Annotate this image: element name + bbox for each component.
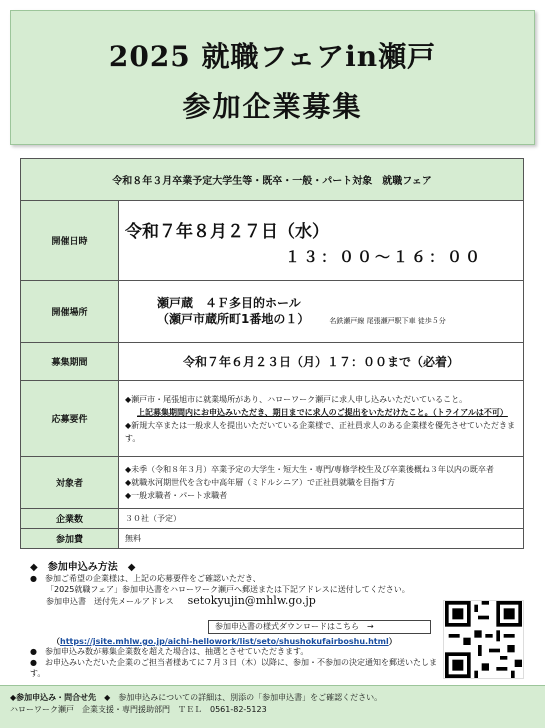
companies-header: 企業数 — [21, 509, 119, 529]
application-bullet-1b: 「2025就職フェア」参加申込書をハローワーク瀬戸へ郵送または下記アドレスに送付してください。 — [46, 585, 410, 594]
requirement-3: ◆新規大卒または一般求人を提出いただいている企業様で、正社員求人のある企業様を優先させていただきます。 — [125, 420, 515, 443]
download-button[interactable]: 参加申込書の様式ダウンロードはこちら → — [208, 620, 431, 634]
venue-header: 開催場所 — [21, 281, 119, 343]
email-label: 参加申込書 送付先メールアドレス — [46, 597, 174, 606]
requirement-1: ◆瀬戸市・尾張旭市に就業場所があり、ハローワーク瀬戸に求人申し込みいただいていること。 — [125, 394, 468, 404]
title-banner — [10, 10, 535, 145]
fee-header: 参加費 — [21, 529, 119, 549]
fee-value: 無料 — [119, 529, 524, 549]
notes — [30, 646, 440, 679]
qr-code-icon — [444, 601, 523, 678]
application-heading: ◆ 参加申込み方法 ◆ — [30, 562, 136, 573]
event-date: 令和７年８月２７日（水） — [125, 221, 329, 242]
period-header: 募集期間 — [21, 343, 119, 381]
target-2: ◆就職氷河期世代を含む中高年層（ミドルシニア）で正社員就職を目指す方 — [125, 478, 395, 487]
qr-code[interactable] — [443, 600, 524, 679]
target-3: ◆一般求職者・パート求職者 — [125, 491, 228, 500]
venue-cell — [119, 281, 524, 343]
contact-footer — [0, 685, 545, 728]
application-bullet-1: ● 参加ご希望の企業様は、上記の応募要件をご確認いただき、 — [30, 574, 261, 583]
venue-access: 名鉄瀬戸線 尾張瀬戸駅下車 徒歩５分 — [329, 316, 446, 325]
date-cell — [119, 201, 524, 281]
companies-value: ３０社（予定） — [119, 509, 524, 529]
contact-title: ◆参加申込み・問合せ先 ◆ — [10, 693, 111, 702]
requirement-2: 上記募集期間内にお申込みいただき、期日までに求人のご提出をいただけたこと。（トライアルは不可） — [137, 407, 508, 417]
venue-name: 瀬戸蔵 ４Ｆ多目的ホール — [157, 295, 301, 310]
period-value: 令和７年６月２３日（月）１７：００まで（必着） — [119, 343, 524, 381]
download-link[interactable]: https://jsite.mhlw.go.jp/aichi-hellowork/list/seto/shushokufairboshu.html — [60, 637, 389, 646]
date-header: 開催日時 — [21, 201, 119, 281]
contact-text: 参加申込みについての詳細は、別添の「参加申込書」をご確認ください。 — [118, 693, 383, 702]
fair-title: 2025 就職フェアin瀬戸 — [108, 40, 437, 73]
email-address[interactable]: setokyujin@mhlw.go.jp — [187, 594, 316, 607]
download-link-line: （https://jsite.mhlw.go.jp/aichi-hellowork/list/seto/shushokufairboshu.html） — [52, 637, 397, 646]
recruitment-title: 参加企業募集 — [182, 90, 363, 123]
fair-subtitle: 令和８年３月卒業予定大学生等・既卒・一般・パート対象 就職フェア — [21, 159, 524, 201]
target-cell — [119, 457, 524, 509]
lottery-note: ● 参加申込み数が募集企業数を超えた場合は、抽選とさせていただきます。 — [30, 647, 309, 656]
requirements-header: 応募要件 — [21, 381, 119, 457]
notification-note: ● お申込みいただいた企業のご担当者様あてに７月３日（木）以降に、参加・不参加の決定通知を郵送いたします。 — [30, 658, 437, 678]
info-table — [20, 158, 524, 549]
event-time: １３：００〜１６：００ — [284, 247, 483, 266]
requirements-cell — [119, 381, 524, 457]
target-1: ◆未季（令和８年３月）卒業予定の大学生・短大生・専門/専修学校生及び卒業後概ね３年以内の既卒者 — [125, 465, 494, 474]
venue-address: （瀬戸市蔵所町1番地の１） — [157, 311, 310, 326]
contact-org: ハローワーク瀬戸 企業支援・専門援助部門 ＴＥＬ 0561-82-5123 — [10, 705, 267, 714]
target-header: 対象者 — [21, 457, 119, 509]
